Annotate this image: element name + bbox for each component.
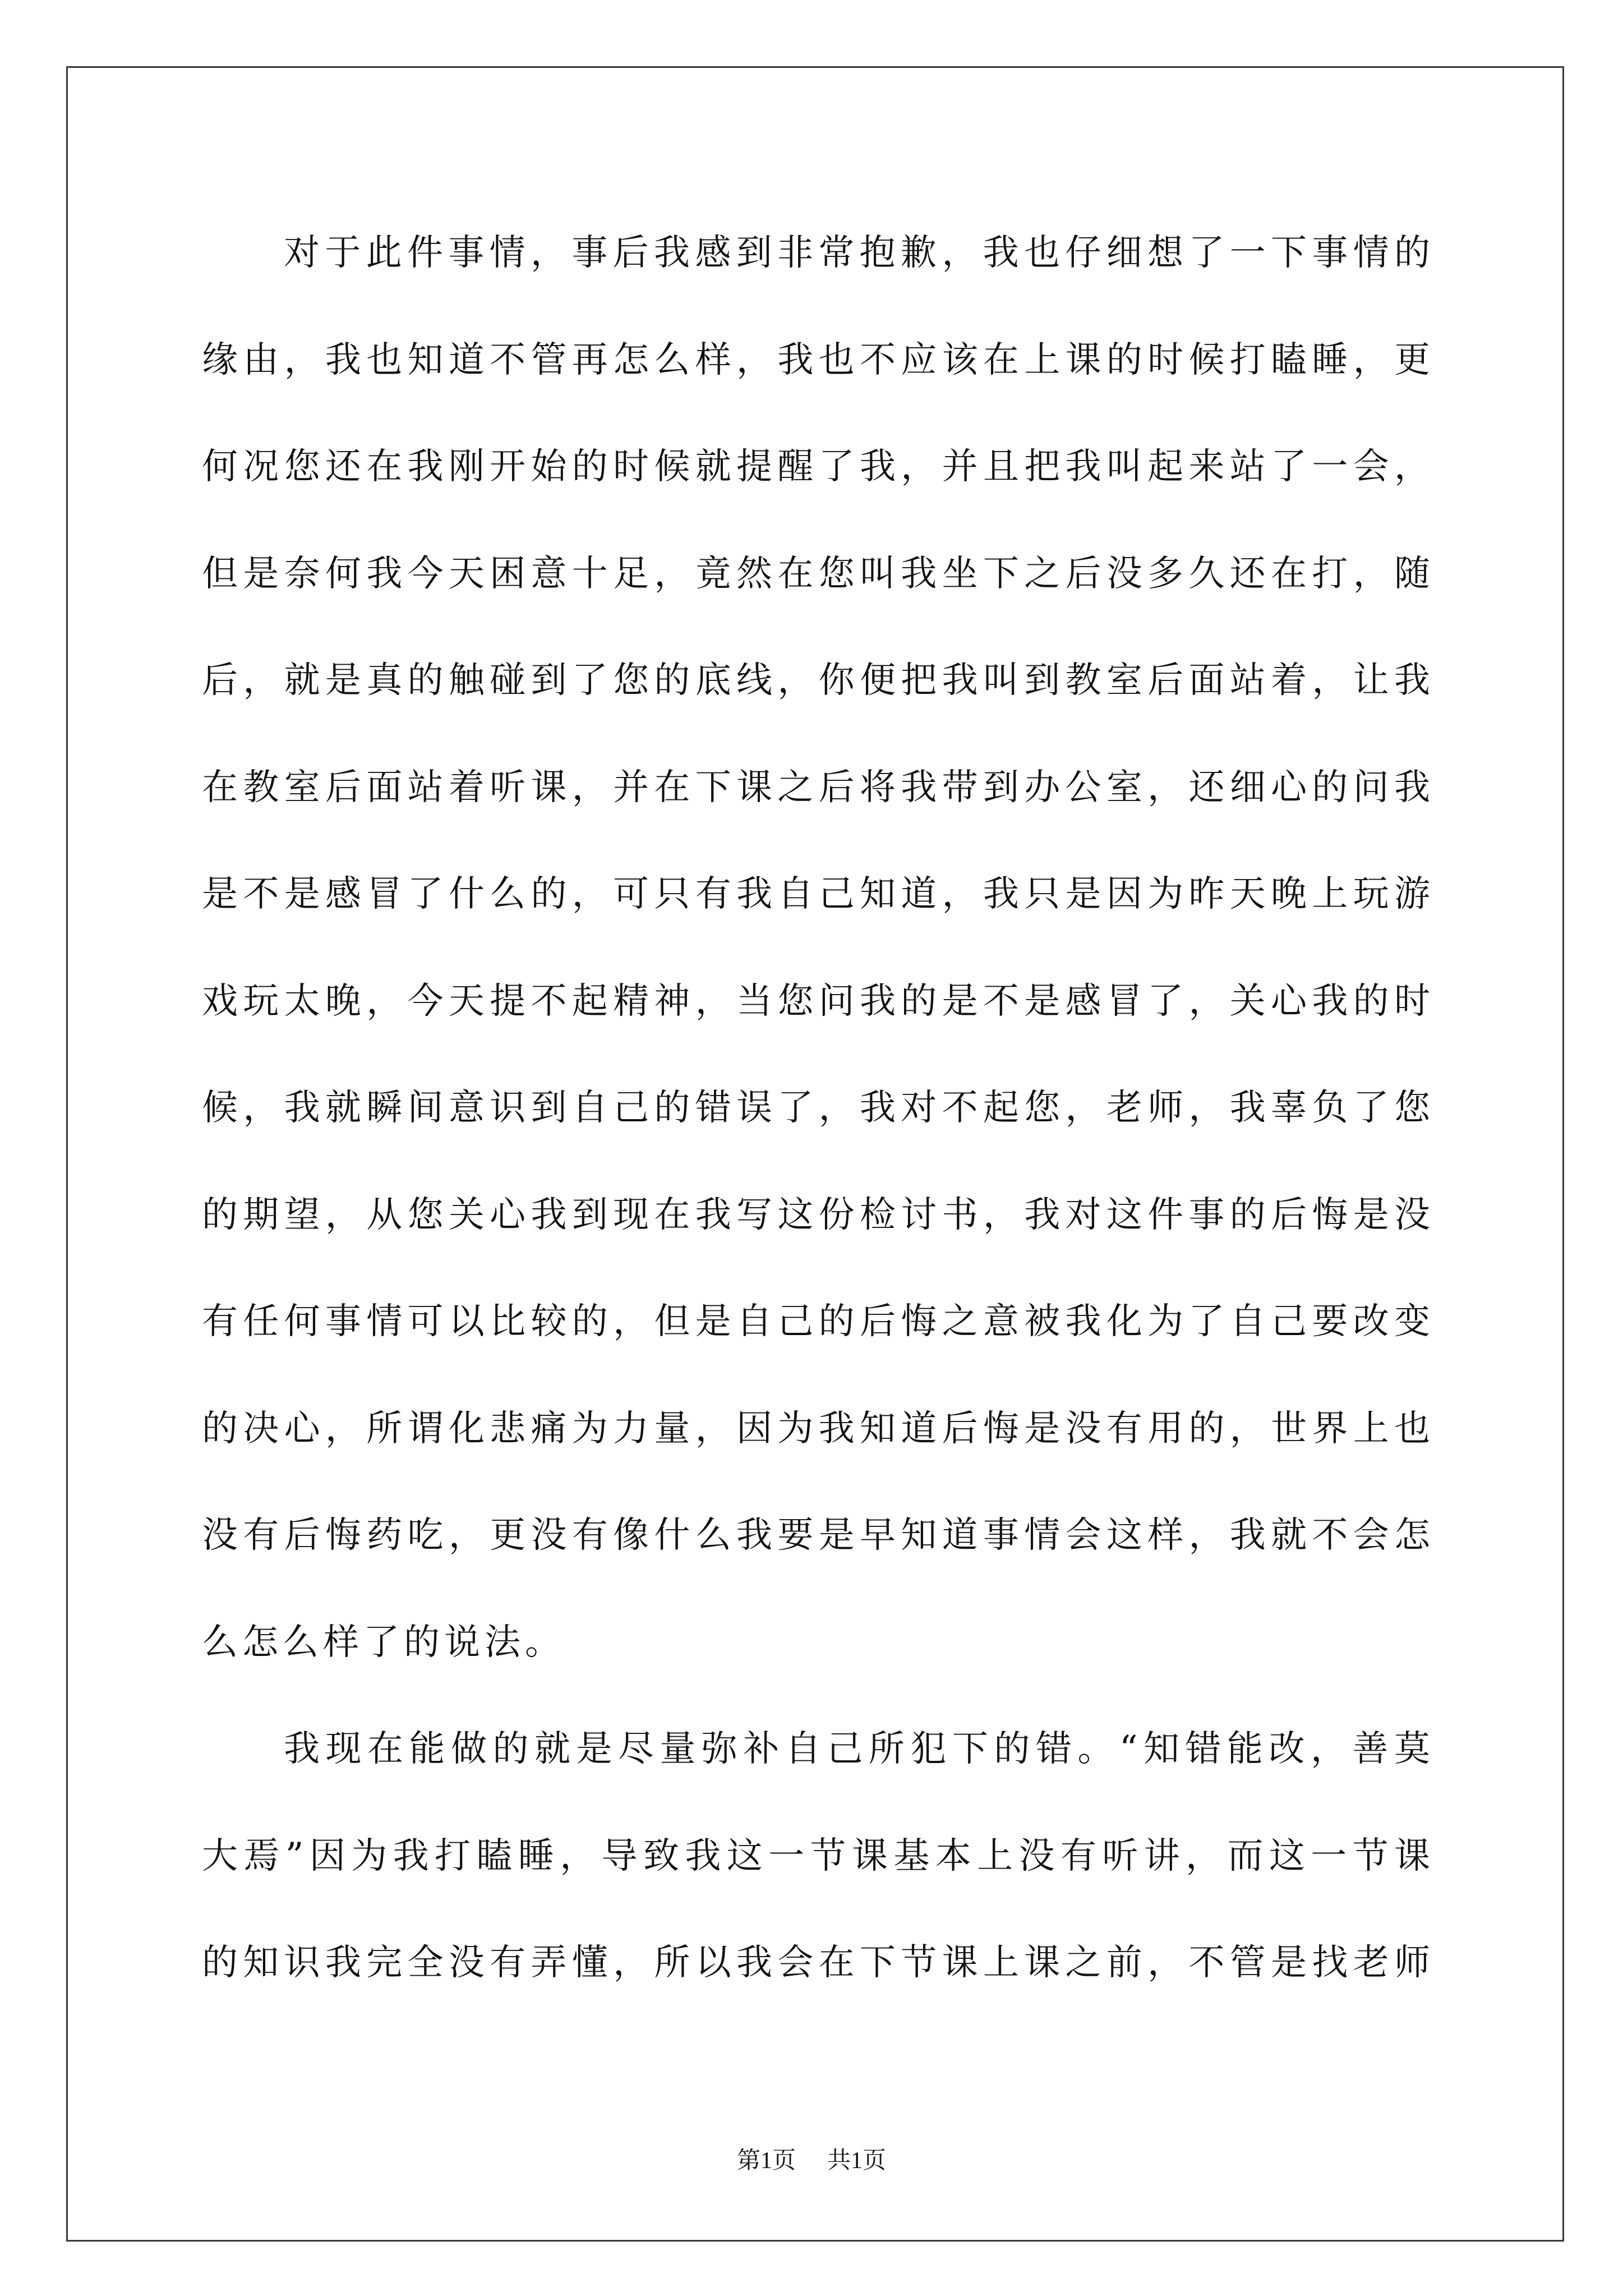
text-line: 的知识我完全没有弄懂，所以我会在下节课上课之前，不管是找老师 xyxy=(202,1942,1435,1984)
text-line: 的决心，所谓化悲痛为力量，因为我知道后悔是没有用的，世界上也 xyxy=(202,1407,1435,1450)
text-line: 戏玩太晚，今天提不起精神，当您问我的是不是感冒了，关心我的时 xyxy=(202,980,1435,1022)
text-line: 大焉”因为我打瞌睡，导致我这一节课基本上没有听讲，而这一节课 xyxy=(202,1835,1435,1877)
text-line: 缘由，我也知道不管再怎么样，我也不应该在上课的时候打瞌睡，更 xyxy=(202,339,1435,381)
page-number: 第1页 xyxy=(736,2148,796,2174)
text-line: 的期望，从您关心我到现在我写这份检讨书，我对这件事的后悔是没 xyxy=(202,1194,1435,1236)
text-line: 我现在能做的就是尽量弥补自己所犯下的错。“知错能改，善莫 xyxy=(284,1728,1435,1770)
text-line: 对于此件事情，事后我感到非常抱歉，我也仔细想了一下事情的 xyxy=(284,232,1435,274)
text-line: 后，就是真的触碰到了您的底线，你便把我叫到教室后面站着，让我 xyxy=(202,660,1435,701)
paragraph-1 xyxy=(202,200,1435,1696)
page-footer xyxy=(0,2144,1623,2178)
text-line: 么怎么样了的说法。 xyxy=(202,1621,565,1663)
text-line: 有任何事情可以比较的，但是自己的后悔之意被我化为了自己要改变 xyxy=(202,1301,1435,1342)
text-line: 在教室后面站着听课，并在下课之后将我带到办公室，还细心的问我 xyxy=(202,766,1435,808)
document-body xyxy=(202,200,1435,2017)
paragraph-2 xyxy=(202,1696,1435,2017)
text-line: 但是奈何我今天困意十足，竟然在您叫我坐下之后没多久还在打，随 xyxy=(202,553,1435,595)
page-total: 共1页 xyxy=(827,2148,887,2174)
text-line: 候，我就瞬间意识到自己的错误了，我对不起您，老师，我辜负了您 xyxy=(202,1087,1435,1129)
text-line: 是不是感冒了什么的，可只有我自己知道，我只是因为昨天晚上玩游 xyxy=(202,873,1435,915)
text-line: 何况您还在我刚开始的时候就提醒了我，并且把我叫起来站了一会， xyxy=(202,446,1435,487)
text-line: 没有后悔药吃，更没有像什么我要是早知道事情会这样，我就不会怎 xyxy=(202,1515,1435,1556)
